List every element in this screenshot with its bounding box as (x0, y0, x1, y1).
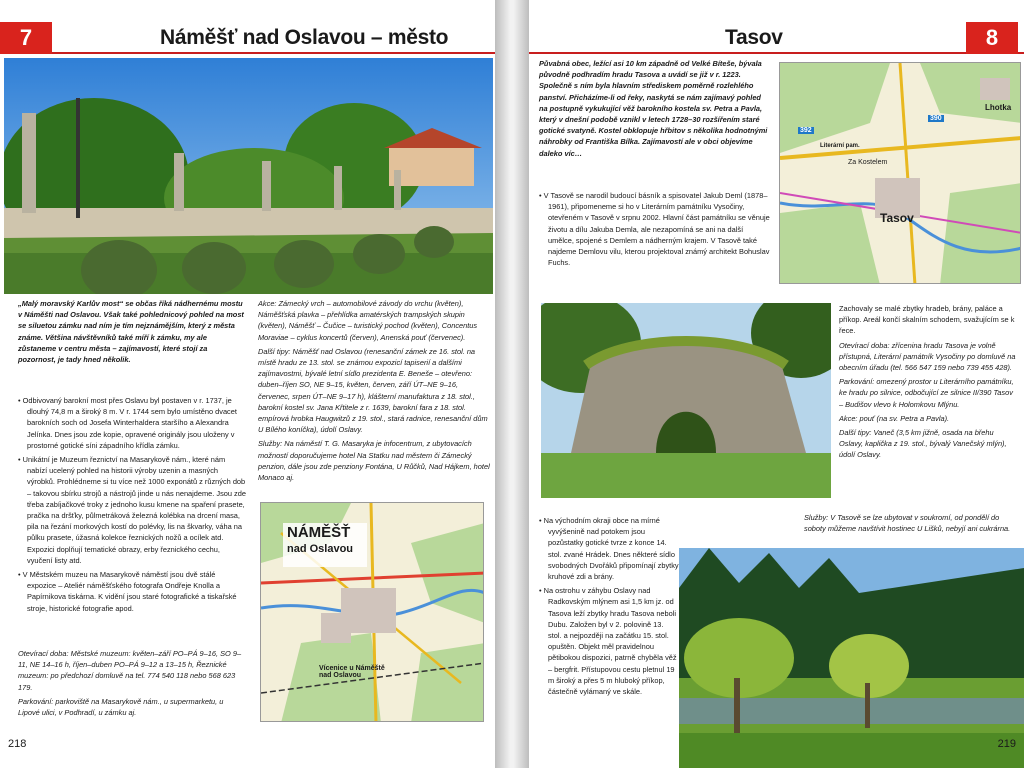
tips-text: Další tipy: Náměšť nad Oslavou (renesanční zámek ze 16. stol. na místě hradu ze 13. stol. se známou expozicí tapiserií a dalšími zajímavostmi, bývalé letní sídlo prezidenta E. Beneše – otevřeno: duben–říjen SO, NE 9–15, květen, červen, září ÚT–NE 9–16, červenec, srpen ÚT–NE 9–17 h), klášterní manufaktura z 18. stol., barokní kostel sv. Jana Křtitele z r. 1639, barokní fara z 18. stol. empírová hrobka Haugwitzů z 19. stol., stará radnice, renesanční dům U Bílého koníčka), údolí Oslavy. (258, 346, 488, 435)
chapter-title: Tasov (725, 26, 783, 49)
services-text: Služby: Na náměstí T. G. Masaryka je infocentrum, z ubytovacích možností doporučujeme hotel Na Statku nad městem či Zámecký penzion, dále jsou zde penziony Fontána, U Růčků, Nad Hájkem, hotel Monaco aj. (258, 439, 490, 483)
events-text: Akce: Zámecký vrch – automobilové závody do vrchu (květen), Náměšťská plavka – přehlídka amatérských trampských skupin (květen), Náměšť – Čučice – turistický pochod (květen), Concentus Moraviae – cyklus koncertů (červen), Anenská pouť (červenec). (258, 299, 478, 342)
bullet-town-museum: • V Městském muzeu na Masarykově náměstí jsou dvě stálé expozice – Ateliér náměšťského fotografa Ondřeje Knolla a Papírnikova tiskárna. K vidění jsou staré fotografické a tiskařské stroje, historické fotografie apod. (18, 569, 246, 614)
bullet-fortress: • Na východním okraji obce na mírné vyvýšenině nad potokem jsou pozůstatky gotické tvrze z konce 14. stol. zvané Hrádek. Dnes některé sídlo svobodných Dvořáků připomínají zbytky kruhové zdi a brány. (539, 515, 679, 582)
right-page (529, 0, 1024, 768)
map-label-tasov: Tasov (880, 211, 914, 225)
chapter-header (0, 22, 495, 54)
map-label: Vícenice u Náměště nad Oslavou (319, 665, 385, 679)
intro-text (18, 298, 246, 368)
intro-paragraph: „Malý moravský Karlův most“ se občas říká nádhernému mostu v Náměšti nad Oslavou. Však také pohlednicový pohled na most se siluetou zámku nad ním je tím nejznámějším, který z města známe. Většina návštěvníků také míří k zámku, my ale zůstaneme v centru města – zajímavostí, které stojí za pozornost, je tady hned několik. (18, 299, 244, 365)
services-text: Služby: V Tasově se lze ubytovat v soukromí, od pondělí do soboty můžeme navštívit hostinec U Lišků, nebyjí ani cukrárna. (804, 513, 1011, 534)
events-and-tips (258, 298, 490, 486)
ruins-info (839, 303, 1019, 464)
castle-ruin-photo (541, 303, 831, 498)
map-road-392: 392 (800, 127, 812, 134)
services-block (804, 512, 1019, 537)
map-label-literary: Literární pam. (820, 143, 860, 149)
bridge-photo (4, 58, 493, 294)
bullet-butcher-museum: • Unikátní je Muzeum řeznictví na Masarykově nám., které nám nabízí ucelený pohled na historii výroby uzenin a masných výrobků. Prohlédneme si tu více než 1000 exponátů z různých dob – takovou sbírku strojů a nástrojů jinde u nás nenajdeme. Jsou zde třeba zabíjačkové troky z jednoho kusu kmene na spaření prasete, pračka na dršťky, půlmetráková železná kolébka na drcení masa, pila na řezání morkových kostí do polévky, lis na škvarky, váha na půlku prasete, úžasná kolekce řeznických nožů a ocílek atd. Expozici doplňují tematické obrazy, erby řeznického cechu, vyučení listy atd. (18, 454, 246, 566)
bullet-list (18, 395, 246, 617)
ruins-text: Zachovaly se malé zbytky hradeb, brány, paláce a příkop. Areál končí skalním schodem, svažujícím se k řece. (839, 304, 1015, 336)
bullet-castle: • Na ostrohu v záhybu Oslavy nad Radkovským mlýnem asi 1,5 km jz. od Tasova leží zbytky hradu Tasova neboli Dubu. Založen byl v 2. polovině 13. stol. a nejpozději na začátku 15. stol. opuštěn. Objekt měl pravidelnou pětibokou dispozici, patrně chyběla věž – bergfrit. Přístupovou cestu pletnul 19 m široký a přes 5 m hluboký příkop, částečně vylámaný ve skále. (539, 585, 679, 697)
tips-text: Další tipy: Vaneč (3,5 km jižně, osada na břehu Oslavy, kaplička z 19. stol., bývalý Vanečský mlýn), údolí Oslavy. (839, 428, 1007, 460)
bullet-list-bottom (539, 515, 679, 700)
intro-paragraph: Půvabná obec, ležící asi 10 km západně od Velké Bíteše, bývala původně podhradím hradu Tasova a uvádí se již v r. 1223. Společně s ním byla hlavním střediskem poměrně rozlehlého panství. Přicházíme-li od řeky, naskytá se nám zajímavý pohled na postupně vykukující věž barokního kostela sv. Petra a Pavla, který v dnešní podobě vznikl v letech 1728–30 rozšířením staré gotické svatyně. Kostel obklopuje hřbitov s několika hodnotnými náhrobky od Františka Bílka. Zajímavostí ale v obci objevíme daleko víc… (539, 59, 768, 158)
map-road-390: 390 (930, 115, 942, 122)
left-page (0, 0, 495, 768)
events-text: Akce: pouť (na sv. Petra a Pavla). (839, 413, 950, 423)
river-valley-photo (679, 548, 1024, 768)
map-title-line2: nad Oslavou (287, 543, 354, 555)
chapter-number-badge: 8 (966, 22, 1018, 54)
parking-info: Parkování: omezený prostor u Literárního památníku, ke hradu po silnice, odbočující ze silnice II/390 Tasov – Budišov vlevo k Holomkovu Mlýnu. (839, 377, 1014, 409)
intro-text (539, 58, 771, 162)
book-gutter (495, 0, 529, 768)
village-map (779, 62, 1021, 284)
opening-hours: Otevírací doba: Městské muzeum: květen–září PO–PÁ 9–16, SO 9–11, NE 14–16 h, říjen–duben PO–PÁ 9–12 a 13–15 h, Řeznické muzeum: po předchozí domluvě na tel. 774 540 118 nebo 568 623 179. (18, 649, 242, 692)
bullet-bridge: • Odbivovaný barokní most přes Oslavu byl postaven v r. 1737, je dlouhý 74,8 m a široký 8 m. V r. 1744 sem bylo umístěno dvacet barokních soch od Josefa Winterhaldera staršího a Alexandra Jelínka. Dnes jsou zde kopie, opravené originály jsou uloženy v prostorné gotické síni západního křídla zámku. (18, 395, 246, 451)
bullet-list-top (539, 190, 771, 271)
page-number: 218 (8, 738, 27, 750)
opening-hours: Otevírací doba: zřícenina hradu Tasova je volně přístupná, Literární památník Vysočiny po domluvě na obecním úřadu (tel. 566 547 159 nebo 739 455 428). (839, 340, 1016, 373)
chapter-number-badge: 7 (0, 22, 52, 54)
town-map (260, 502, 484, 722)
bullet-deml: • V Tasově se narodil budoucí básník a spisovatel Jakub Deml (1878–1961), připomeneme si ho v Literárním památníku Vysočiny, otevřeném v Tasově v srpnu 2002. Hlavní část památníku se věnuje životu a dílu Jakuba Demla, ale nezapomíná se ani na další umělce, spojené s Demlem a nádherným krajem. V Tasově také najdeme Demlovu vilu, kterou projektoval známý architekt Bohuslav Fuchs. (539, 190, 771, 268)
parking-info: Parkování: parkoviště na Masarykově nám., u supermarketu, u Lipové ulici, v Podhradí, u zámku aj. (18, 696, 224, 718)
chapter-header (529, 22, 1024, 54)
chapter-title: Náměšť nad Oslavou – město (160, 26, 449, 49)
map-label-lhotka: Lhotka (985, 103, 1012, 112)
map-label-za-kostelem: Za Kostelem (848, 159, 888, 166)
page-number: 219 (997, 738, 1016, 750)
map-title-line1: NÁMĚŠŤ (287, 524, 351, 541)
practical-info (18, 648, 246, 721)
